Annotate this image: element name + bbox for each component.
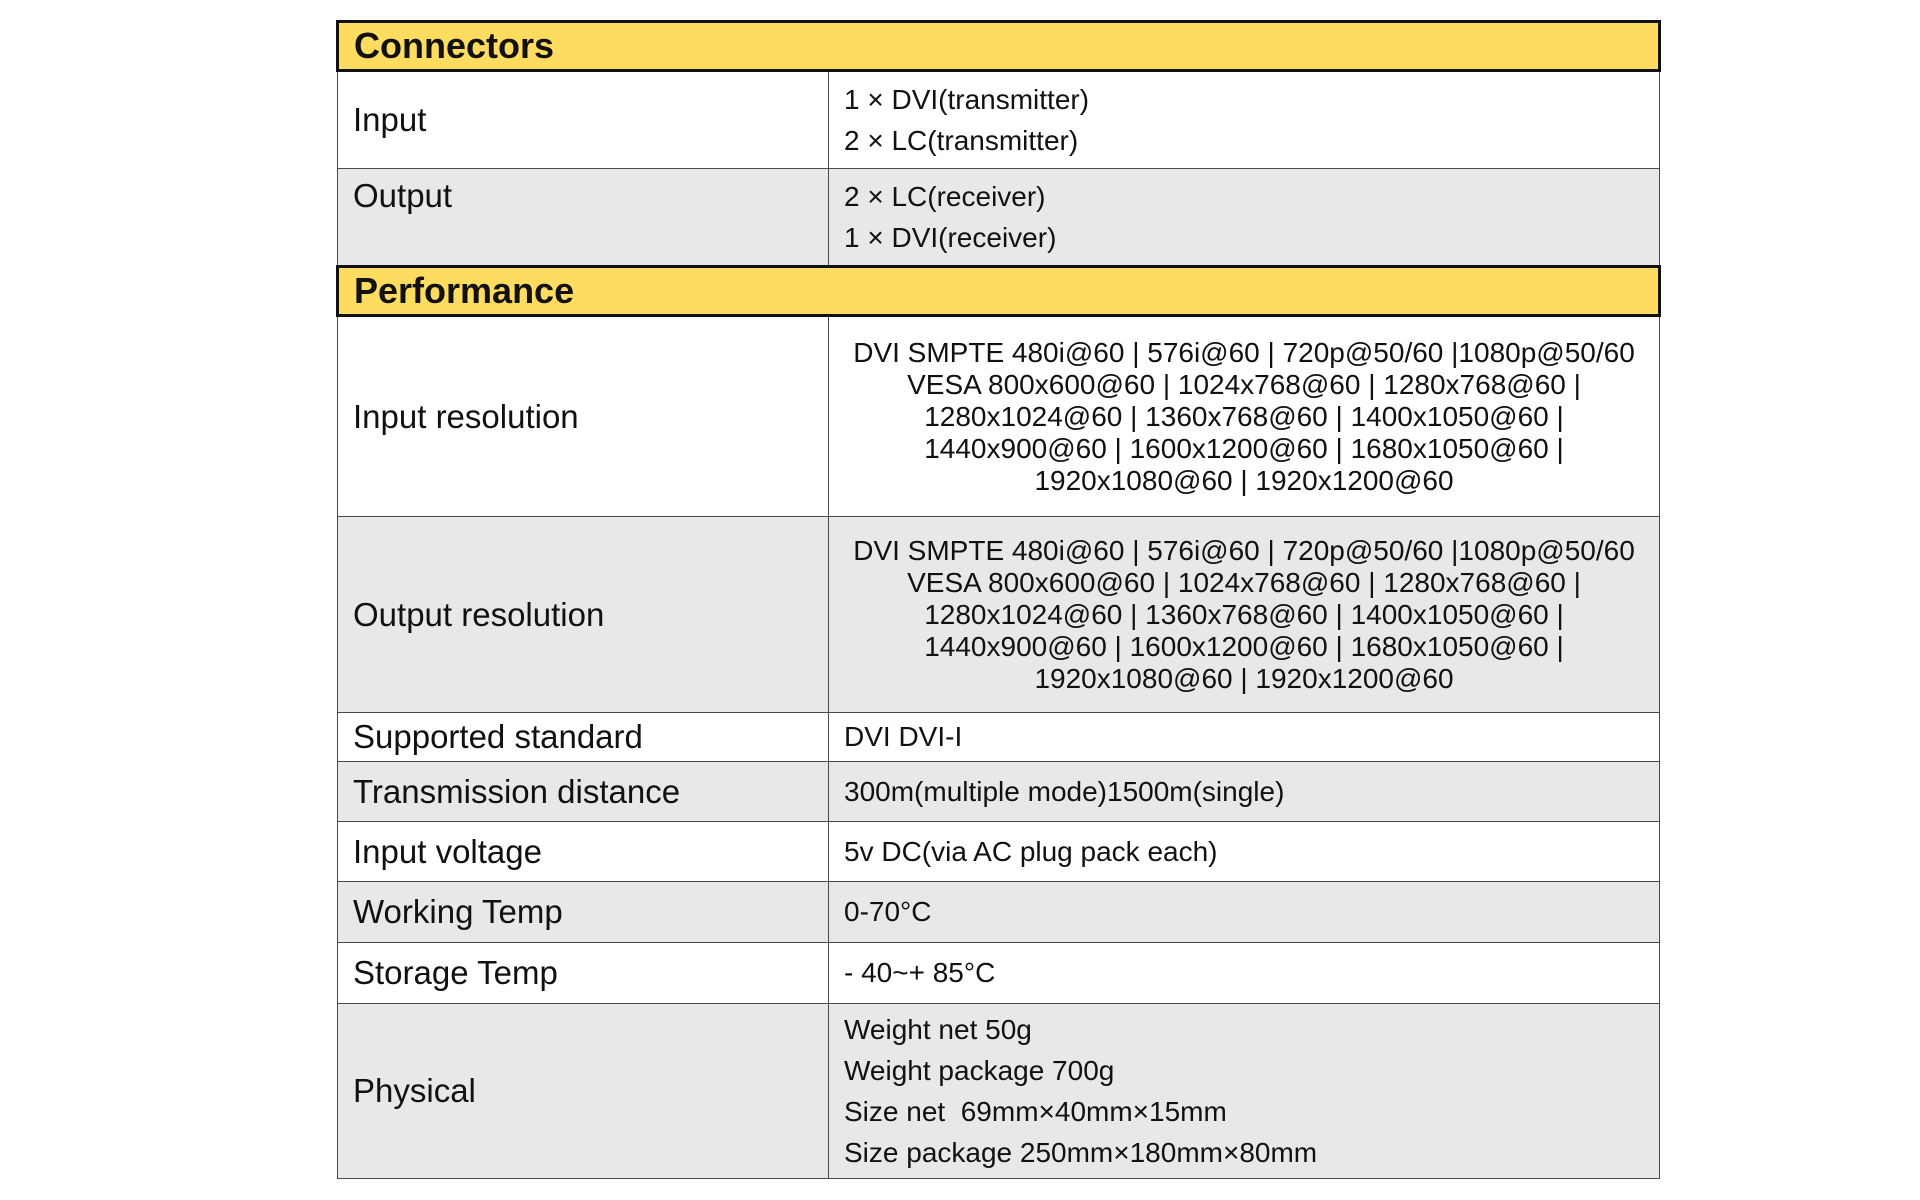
section-title: Performance: [338, 267, 1660, 316]
spec-value: DVI DVI-I: [829, 713, 1660, 762]
spec-value: [829, 71, 1660, 169]
value-line: Weight package 700g: [844, 1055, 1115, 1086]
value-line: 2 × LC(receiver): [844, 181, 1046, 212]
value-line: Weight net 50g: [844, 1014, 1032, 1045]
spec-label: Transmission distance: [338, 762, 829, 822]
spec-value: 300m(multiple mode)1500m(single): [829, 762, 1660, 822]
table-row: [338, 71, 1660, 169]
spec-label: Input resolution: [338, 316, 829, 517]
table-row: [338, 517, 1660, 713]
table-row: [338, 762, 1660, 822]
value-line: 1 × DVI(receiver): [844, 222, 1057, 253]
spec-value: DVI SMPTE 480i@60 | 576i@60 | 720p@50/60 |1080p@50/60 VESA 800x600@60 | 1024x768@60 | 1280x768@60 | 1280x1024@60 | 1360x768@60 | 1400x1050@60 | 1440x900@60 | 1600x1200@60 | 1680x1050@60 | 1920x1080@60 | 1920x1200@60: [829, 316, 1660, 517]
spec-label: Supported standard: [338, 713, 829, 762]
section-header-performance: [338, 267, 1660, 316]
table-row: [338, 169, 1660, 267]
table-row: [338, 316, 1660, 517]
spec-value: DVI SMPTE 480i@60 | 576i@60 | 720p@50/60 |1080p@50/60 VESA 800x600@60 | 1024x768@60 | 1280x768@60 | 1280x1024@60 | 1360x768@60 | 1400x1050@60 | 1440x900@60 | 1600x1200@60 | 1680x1050@60 | 1920x1080@60 | 1920x1200@60: [829, 517, 1660, 713]
spec-value: - 40~+ 85°C: [829, 943, 1660, 1004]
section-title: Connectors: [338, 22, 1660, 71]
value-line: 2 × LC(transmitter): [844, 125, 1079, 156]
value-line: Size package 250mm×180mm×80mm: [844, 1137, 1318, 1168]
table-row: [338, 713, 1660, 762]
table-row: [338, 882, 1660, 943]
table-row: [338, 943, 1660, 1004]
table-row: [338, 1004, 1660, 1179]
spec-label: Storage Temp: [338, 943, 829, 1004]
section-header-connectors: [338, 22, 1660, 71]
spec-label: Input voltage: [338, 822, 829, 882]
spec-value: 0-70°C: [829, 882, 1660, 943]
spec-label: Output resolution: [338, 517, 829, 713]
spec-value: [829, 169, 1660, 267]
value-line: Size net 69mm×40mm×15mm: [844, 1096, 1227, 1127]
spec-value: [829, 1004, 1660, 1179]
spec-label: Physical: [338, 1004, 829, 1179]
spec-value: 5v DC(via AC plug pack each): [829, 822, 1660, 882]
spec-label: Input: [338, 71, 829, 169]
specifications-table: [336, 20, 1661, 1179]
value-line: 1 × DVI(transmitter): [844, 84, 1090, 115]
table-row: [338, 822, 1660, 882]
spec-label: Working Temp: [338, 882, 829, 943]
spec-label: Output: [338, 169, 829, 267]
spec-sheet: [336, 20, 1658, 1179]
